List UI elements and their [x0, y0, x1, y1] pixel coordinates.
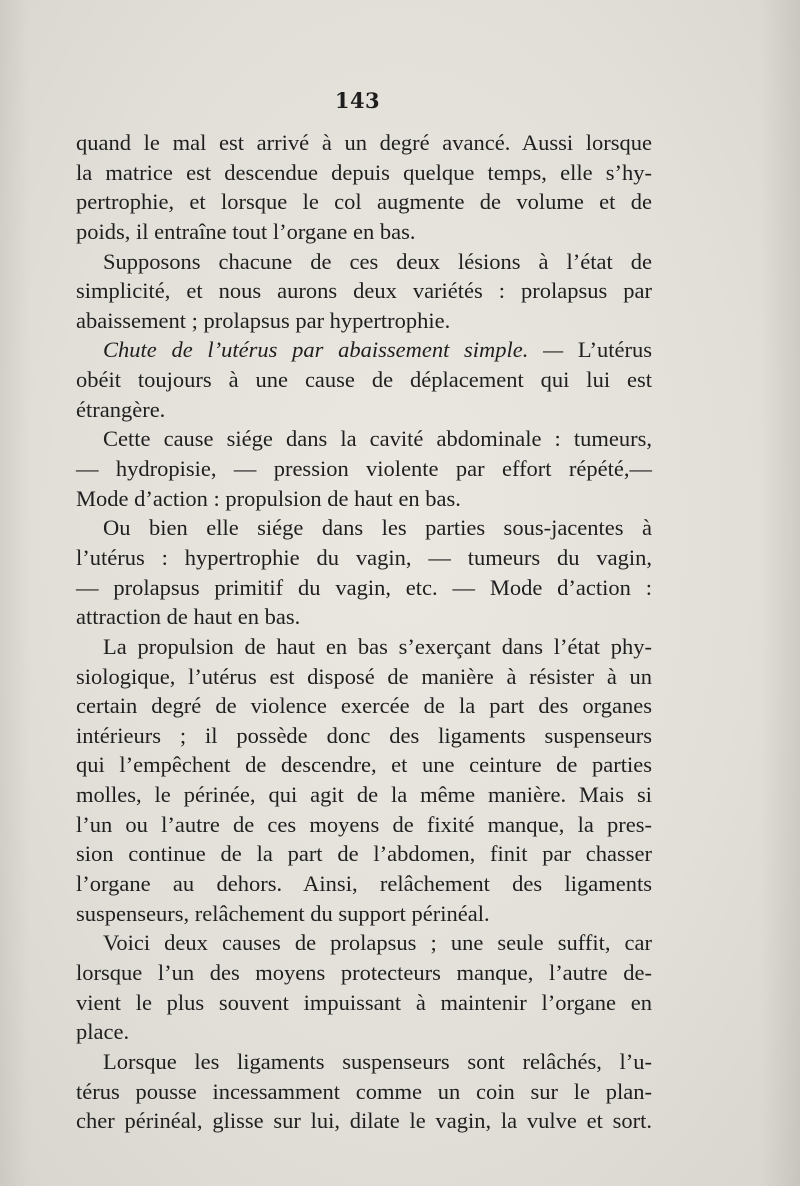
text-line: vient le plus souvent impuissant à maintenir l’organe en [76, 989, 652, 1015]
text-line: térus pousse incessamment comme un coin sur le plan- [76, 1078, 652, 1104]
text-line: sion continue de la part de l’abdomen, finit par chasser [76, 841, 652, 867]
page-edge-shadow-right [760, 0, 800, 1186]
text-line: quand le mal est arrivé à un degré avancé. Aussi lorsque [76, 130, 652, 155]
text-line: Voici deux causes de prolapsus ; une seule suffit, car [103, 930, 652, 956]
text-line: cher périnéal, glisse sur lui, dilate le vagin, la vulve et sort. [76, 1108, 652, 1134]
text-line: l’organe au dehors. Ainsi, relâchement des ligaments [76, 871, 652, 897]
text-line: La propulsion de haut en bas s’exerçant dans l’état phy- [103, 633, 652, 659]
body-text [76, 128, 652, 1136]
text-line-with-heading [76, 335, 652, 365]
text-line: — prolapsus primitif du vagin, etc. — Mode d’action : [76, 574, 652, 600]
text-line: étrangère. [76, 396, 166, 422]
text-line: abaissement ; prolapsus par hypertrophie. [76, 307, 451, 333]
text-line: — hydropisie, — pression violente par effort répété,— [76, 456, 652, 482]
text-line: poids, il entraîne tout l’organe en bas. [76, 218, 416, 244]
text-line: pertrophie, et lorsque le col augmente de volume et de [76, 189, 652, 215]
text-line: molles, le périnée, qui agit de la même manière. Mais si [76, 782, 652, 808]
text-line: suspenseurs, relâchement du support périnéal. [76, 900, 490, 926]
text-line: siologique, l’utérus est disposé de manière à résister à un [76, 663, 652, 689]
text-line: Ou bien elle siége dans les parties sous-jacentes à [103, 515, 652, 541]
text-line: la matrice est descendue depuis quelque temps, elle s’hy- [76, 159, 652, 185]
text-fragment: L’utérus [577, 337, 653, 363]
text-line: Lorsque les ligaments suspenseurs sont relâchés, l’u- [103, 1048, 652, 1074]
text-line: simplicité, et nous aurons deux variétés : prolapsus par [76, 278, 652, 304]
text-line: Mode d’action : propulsion de haut en bas. [76, 485, 461, 511]
text-line: lorsque l’un des moyens protecteurs manque, l’autre de- [76, 959, 652, 985]
text-line: place. [76, 1019, 130, 1045]
text-line: Supposons chacune de ces deux lésions à l’état de [103, 248, 652, 274]
page-edge-shadow-left [0, 0, 30, 1186]
text-line: qui l’empêchent de descendre, et une ceinture de parties [76, 752, 652, 778]
text-line: Cette cause siége dans la cavité abdominale : tumeurs, [103, 426, 652, 452]
text-line: certain degré de violence exercée de la part des organes [76, 693, 652, 719]
text-line: attraction de haut en bas. [76, 604, 301, 630]
text-line: l’utérus : hypertrophie du vagin, — tumeurs du vagin, [76, 544, 652, 570]
text-line: obéit toujours à une cause de déplacement qui lui est [76, 367, 652, 393]
text-line: l’un ou l’autre de ces moyens de fixité manque, la pres- [76, 811, 652, 837]
italic-subheading: Chute de l’utérus par abaissement simple. — [103, 337, 564, 363]
page-number: 143 [334, 88, 381, 113]
text-line: intérieurs ; il possède donc des ligaments suspenseurs [76, 722, 652, 748]
